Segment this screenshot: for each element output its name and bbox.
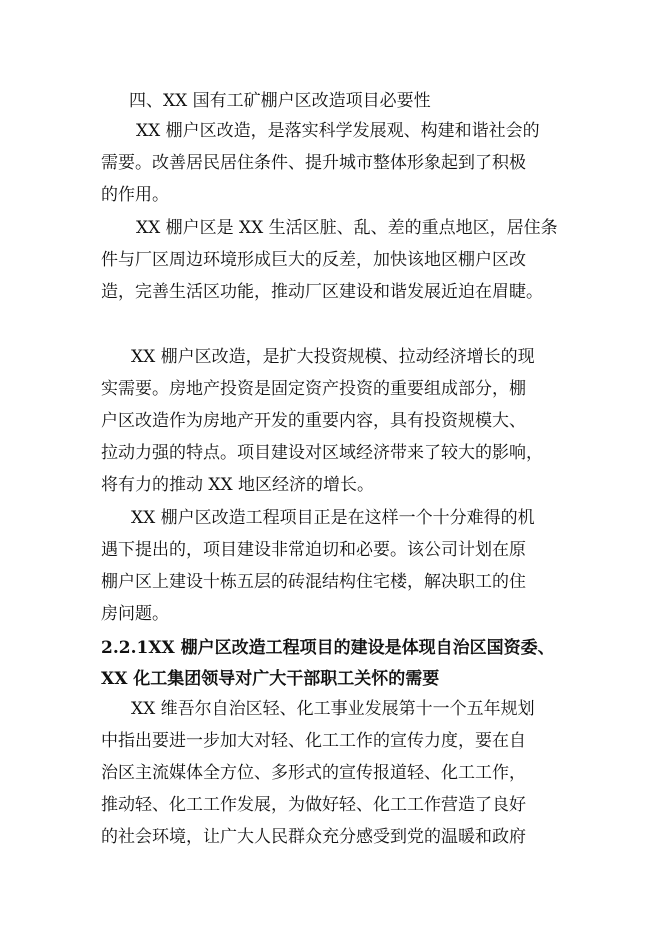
paragraph-3 — [101, 341, 571, 501]
paragraph-line: 户区改造作为房地产开发的重要内容，具有投资规模大、 — [101, 411, 526, 431]
paragraph-4 — [101, 502, 571, 630]
paragraph-line: 房问题。 — [101, 604, 169, 624]
paragraph-line: XX 棚户区改造，是落实科学发展观、构建和谐社会的 — [136, 121, 540, 141]
paragraph-line: 的作用。 — [101, 185, 169, 205]
paragraph-2 — [101, 212, 571, 308]
paragraph-line: 件与厂区周边环境形成巨大的反差，加快该地区棚户区改 — [101, 250, 526, 270]
paragraph-line: 中指出要进一步加大对轻、化工工作的宣传力度，要在自 — [101, 731, 526, 751]
subsection-heading-line: XX 化工集团领导对广大干部职工关怀的需要 — [101, 669, 440, 689]
paragraph-line: XX 棚户区是 XX 生活区脏、乱、差的重点地区，居住条 — [136, 218, 558, 238]
section-heading: 四、XX 国有工矿棚户区改造项目必要性 — [129, 91, 431, 111]
paragraph-line: 造，完善生活区功能，推动厂区建设和谐发展近迫在眉睫。 — [101, 282, 543, 302]
paragraph-line: 需要。改善居民居住条件、提升城市整体形象起到了积极 — [101, 153, 526, 173]
paragraph-line: 实需要。房地产投资是固定资产投资的重要组成部分，棚 — [101, 379, 526, 399]
paragraph-line: 遇下提出的，项目建设非常迫切和必要。该公司计划在原 — [101, 540, 526, 560]
paragraph-line: 的社会环境，让广大人民群众充分感受到党的温暖和政府 — [101, 827, 526, 847]
paragraph-5 — [101, 693, 571, 853]
paragraph-line: XX 棚户区改造，是扩大投资规模、拉动经济增长的现 — [131, 347, 535, 367]
paragraph-line: XX 棚户区改造工程项目正是在这样一个十分难得的机 — [131, 508, 535, 528]
subsection-heading-line: 2.2.1XX 棚户区改造工程项目的建设是体现自治区国资委、 — [101, 638, 555, 658]
paragraph-line: 治区主流媒体全方位、多形式的宣传报道轻、化工工作， — [101, 763, 526, 783]
paragraph-line: 推动轻、化工工作发展，为做好轻、化工工作营造了良好 — [101, 795, 526, 815]
paragraph-line: 拉动力强的特点。项目建设对区域经济带来了较大的影响， — [101, 443, 543, 463]
paragraph-line: 棚户区上建设十栋五层的砖混结构住宅楼，解决职工的住 — [101, 572, 526, 592]
paragraph-1 — [101, 115, 571, 211]
paragraph-line: 将有力的推动 XX 地区经济的增长。 — [101, 475, 375, 495]
paragraph-line: XX 维吾尔自治区轻、化工事业发展第十一个五年规划 — [131, 699, 535, 719]
